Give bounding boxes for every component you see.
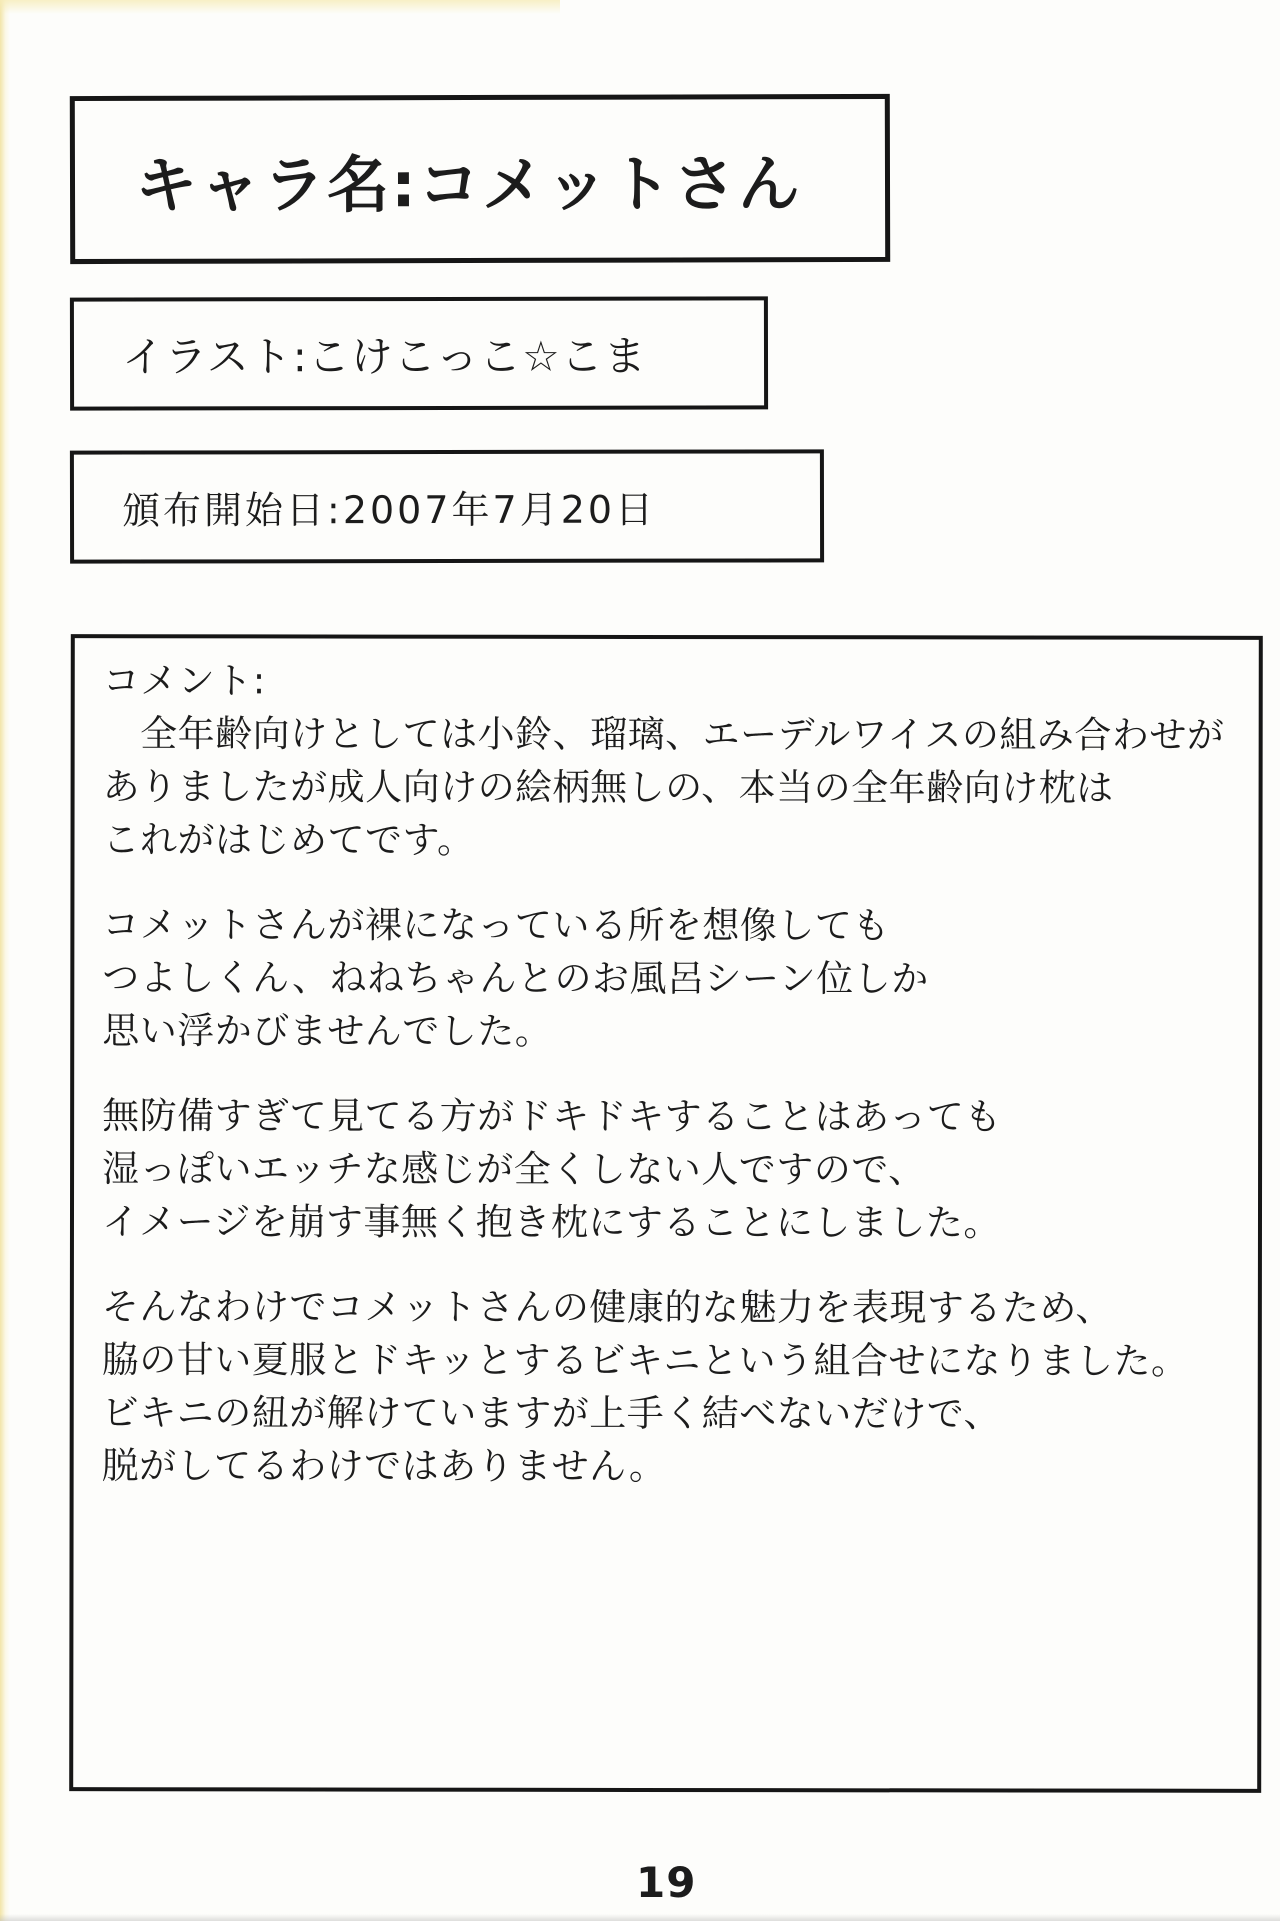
comment-paragraph-3: 無防備すぎて見てる方がドキドキすることはあっても 湿っぽいエッチな感じが全くしない人ですので、 イメージを崩す事無く抱き枕にすることにしました。 xyxy=(101,1094,1002,1245)
scan-edge-bottom xyxy=(0,1914,1280,1921)
character-name-text: キャラ名:コメットさん xyxy=(134,146,802,222)
comment-body xyxy=(74,638,1259,1494)
character-name-box xyxy=(70,94,890,264)
illustrator-box xyxy=(70,296,768,410)
distribution-date-text: 頒布開始日:2007年7月20日 xyxy=(121,487,657,533)
comment-box xyxy=(69,634,1263,1793)
distribution-date-box xyxy=(70,449,824,563)
comment-heading: コメント: xyxy=(102,659,266,703)
comment-paragraph-2: コメットさんが裸になっている所を想像しても つよしくん、ねねちゃんとのお風呂シーン位しか 思い浮かびませんでした。 xyxy=(102,903,929,1053)
illustrator-text: イラスト:こけこっこ☆こま xyxy=(121,331,647,382)
scan-edge-top xyxy=(0,0,560,14)
comment-paragraph-1: 全年齢向けとしては小鈴、瑠璃、エーデルワイスの組み合わせが ありましたが成人向けの絵柄無しの、本当の全年齢向け枕は これがはじめてです。 xyxy=(102,712,1225,862)
scan-edge-left xyxy=(0,0,10,1921)
comment-paragraph-4: そんなわけでコメットさんの健康的な魅力を表現するため、 脇の甘い夏服とドキッとするビキニという組合せになりました。 ビキニの紐が解けていますが上手く結べないだけで、 脱がしてるわけではありません。 xyxy=(101,1285,1189,1489)
page-number: 19 xyxy=(636,1858,697,1907)
